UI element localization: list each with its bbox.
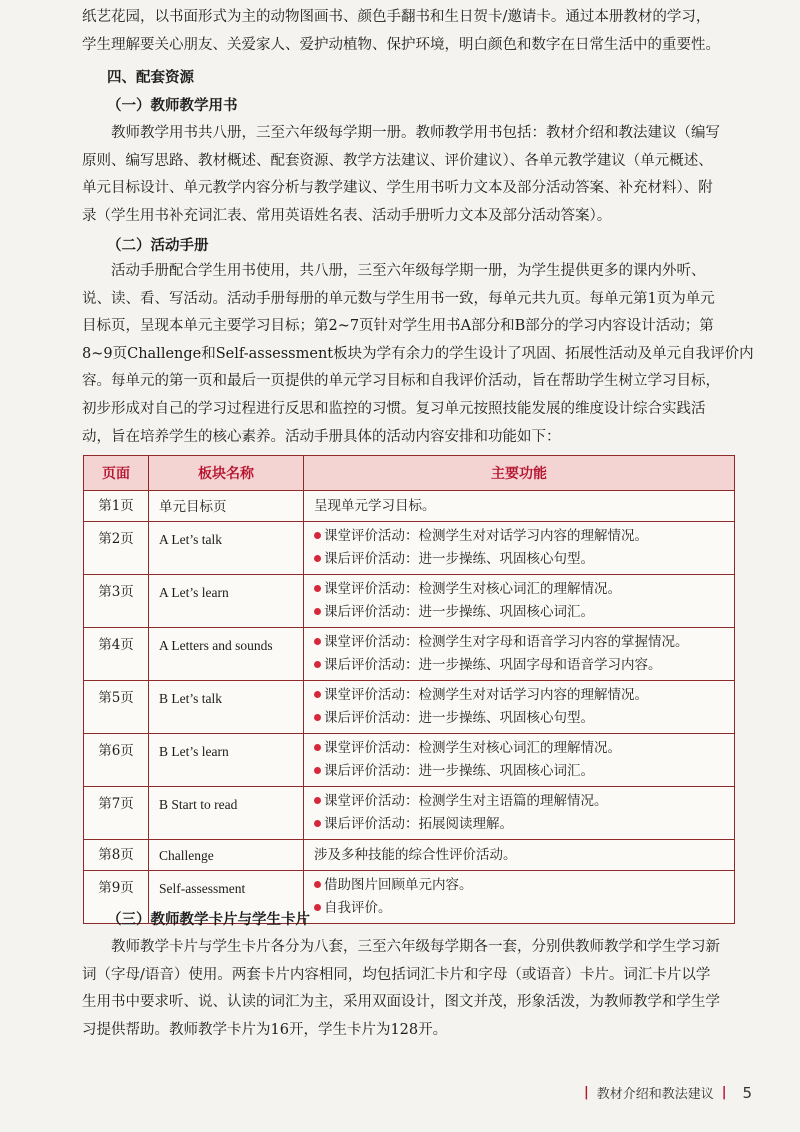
header-page: 页面 [84, 456, 149, 491]
paragraph-line: 教师教学用书共八册，三至六年级每学期一册。教师教学用书包括：教材介绍和教法建议（编写 [111, 125, 720, 141]
cell-module: A Let’s talk [149, 522, 304, 575]
subheading-activity-book: （二）活动手册 [107, 238, 209, 254]
bullet-icon [314, 797, 321, 804]
cell-module: B Let’s learn [149, 734, 304, 787]
subheading-teacher-book: （一）教师教学用书 [107, 98, 238, 114]
bullet-icon [314, 638, 321, 645]
paragraph-line: 说、读、看、写活动。活动手册每册的单元数与学生用书一致，每单元共九页。每单元第1页为单元 [82, 290, 715, 307]
cell-module: Self-assessment [149, 871, 304, 924]
cell-module: Challenge [149, 840, 304, 871]
cell-function [304, 522, 735, 575]
function-text: 课堂评价活动：检测学生对核心词汇的理解情况。 [324, 581, 621, 597]
function-text: 课后评价活动：拓展阅读理解。 [324, 816, 513, 832]
cell-module: B Start to read [149, 787, 304, 840]
table-header-row [84, 456, 735, 491]
paragraph-line: 初步形成对自己的学习过程进行反思和监控的习惯。复习单元按照技能发展的维度设计综合实践活 [82, 400, 706, 417]
function-line [314, 790, 724, 813]
paragraph-line: 目标页，呈现本单元主要学习目标；第2~7页针对学生用书A部分和B部分的学习内容设计活动；第 [82, 318, 714, 335]
cell-module: B Let’s talk [149, 681, 304, 734]
cell-function [304, 840, 735, 871]
paragraph-line: 单元目标设计、单元教学内容分析与教学建议、学生用书听力文本及部分活动答案、补充材料）、附 [82, 180, 713, 197]
paragraph-line: 生用书中要求听、说、认读的词汇为主，采用双面设计，图文并茂，形象活泼，为教师教学和学生学 [82, 994, 720, 1011]
bullet-icon [314, 767, 321, 774]
paragraph-line: 习提供帮助。教师教学卡片为16开，学生卡片为128开。 [82, 1021, 448, 1038]
function-text: 课堂评价活动：检测学生对核心词汇的理解情况。 [324, 740, 621, 756]
function-line [314, 495, 724, 518]
footer-section-label: 教材介绍和教法建议 [596, 1087, 714, 1102]
intro-paragraph [82, 4, 734, 59]
cell-function [304, 491, 735, 522]
bullet-icon [314, 881, 321, 888]
cell-page: 第9页 [84, 871, 149, 924]
cell-page: 第8页 [84, 840, 149, 871]
function-text: 课后评价活动：进一步操练、巩固核心句型。 [324, 551, 594, 567]
paragraph-line: 8~9页Challenge和Self-assessment板块为学有余力的学生设计了巩固、拓展性活动及单元自我评价内 [82, 345, 754, 362]
bullet-icon [314, 661, 321, 668]
teacher-book-paragraph [82, 120, 734, 230]
function-text: 借助图片回顾单元内容。 [324, 877, 473, 893]
bullet-icon [314, 714, 321, 721]
function-line [314, 548, 724, 571]
footer-divider-right: | [721, 1085, 727, 1100]
function-line [314, 525, 724, 548]
bullet-icon [314, 904, 321, 911]
intro-line: 学生理解要关心朋友、关爱家人、爱护动植物、保护环境，明白颜色和数字在日常生活中的重要性。 [82, 36, 720, 53]
function-text: 课堂评价活动：检测学生对对话学习内容的理解情况。 [324, 687, 648, 703]
activity-book-table [83, 455, 735, 924]
function-text: 课堂评价活动：检测学生对字母和语音学习内容的掌握情况。 [324, 634, 689, 650]
table-row [84, 734, 735, 787]
footer-divider-left: | [583, 1085, 589, 1100]
function-line [314, 578, 724, 601]
table-row [84, 628, 735, 681]
cell-page: 第6页 [84, 734, 149, 787]
table-row [84, 840, 735, 871]
cell-page: 第7页 [84, 787, 149, 840]
function-line [314, 813, 724, 836]
cell-page: 第4页 [84, 628, 149, 681]
function-line [314, 874, 724, 897]
function-line [314, 897, 724, 920]
cell-module: A Let’s learn [149, 575, 304, 628]
paragraph-line: 录（学生用书补充词汇表、常用英语姓名表、活动手册听力文本及部分活动答案）。 [82, 207, 612, 224]
cell-module: A Letters and sounds [149, 628, 304, 681]
function-line [314, 631, 724, 654]
function-text: 课后评价活动：进一步操练、巩固核心句型。 [324, 710, 594, 726]
function-text: 涉及多种技能的综合性评价活动。 [314, 846, 517, 863]
cell-module: 单元目标页 [149, 491, 304, 522]
subheading-cards: （三）教师教学卡片与学生卡片 [107, 912, 310, 928]
table-row [84, 522, 735, 575]
cell-function [304, 871, 735, 924]
cards-paragraph [82, 934, 734, 1044]
table-row [84, 787, 735, 840]
function-line [314, 707, 724, 730]
function-line [314, 684, 724, 707]
bullet-icon [314, 555, 321, 562]
paragraph-line: 词（字母/语音）使用。两套卡片内容相同，均包括词汇卡片和字母（或语音）卡片。词汇卡片以学 [82, 966, 711, 983]
cell-function [304, 734, 735, 787]
cell-page: 第2页 [84, 522, 149, 575]
page-number: 5 [742, 1083, 752, 1102]
cell-page: 第3页 [84, 575, 149, 628]
paragraph-line: 动，旨在培养学生的核心素养。活动手册具体的活动内容安排和功能如下： [82, 428, 561, 445]
activity-book-paragraph [82, 258, 754, 451]
header-function: 主要功能 [304, 456, 735, 491]
bullet-icon [314, 744, 321, 751]
bullet-icon [314, 820, 321, 827]
cell-function [304, 787, 735, 840]
function-text: 课堂评价活动：检测学生对主语篇的理解情况。 [324, 793, 608, 809]
section-heading-resources: 四、配套资源 [107, 70, 194, 86]
function-text: 课后评价活动：进一步操练、巩固字母和语音学习内容。 [324, 657, 662, 673]
bullet-icon [314, 608, 321, 615]
cell-function [304, 575, 735, 628]
paragraph-line: 容。每单元的第一页和最后一页提供的单元学习目标和自我评价活动，旨在帮助学生树立学习目标， [82, 373, 720, 390]
function-text: 自我评价。 [324, 900, 392, 916]
bullet-icon [314, 532, 321, 539]
function-text: 课后评价活动：进一步操练、巩固核心词汇。 [324, 604, 594, 620]
bullet-icon [314, 691, 321, 698]
cell-page: 第5页 [84, 681, 149, 734]
function-text: 呈现单元学习目标。 [314, 497, 436, 514]
cell-function [304, 681, 735, 734]
function-line [314, 737, 724, 760]
table-row [84, 491, 735, 522]
page-footer [576, 1083, 752, 1102]
paragraph-line: 教师教学卡片与学生卡片各分为八套，三至六年级每学期各一套，分别供教师教学和学生学习新 [111, 939, 720, 955]
function-text: 课后评价活动：进一步操练、巩固核心词汇。 [324, 763, 594, 779]
function-line [314, 760, 724, 783]
function-line [314, 654, 724, 677]
cell-page: 第1页 [84, 491, 149, 522]
paragraph-line: 原则、编写思路、教材概述、配套资源、教学方法建议、评价建议）、各单元教学建议（单元概述、 [82, 152, 713, 169]
bullet-icon [314, 585, 321, 592]
header-module: 板块名称 [149, 456, 304, 491]
table-body [84, 491, 735, 924]
table-row [84, 575, 735, 628]
cell-function [304, 628, 735, 681]
intro-line: 纸艺花园，以书面形式为主的动物图画书、颜色手翻书和生日贺卡/邀请卡。通过本册教材的学习， [82, 9, 711, 25]
paragraph-line: 活动手册配合学生用书使用，共八册，三至六年级每学期一册，为学生提供更多的课内外听、 [111, 263, 706, 279]
table-row [84, 681, 735, 734]
function-text: 课堂评价活动：检测学生对对话学习内容的理解情况。 [324, 528, 648, 544]
function-line [314, 601, 724, 624]
function-line [314, 844, 724, 867]
